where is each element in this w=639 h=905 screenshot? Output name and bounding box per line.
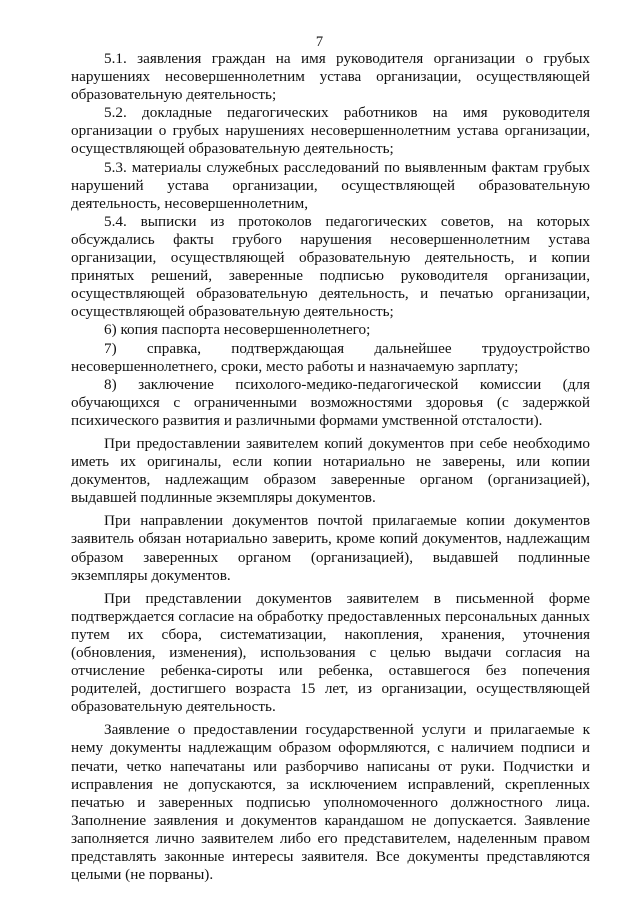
- paragraph-item-7: 7) справка, подтверждающая дальнейшее трудоустройство несовершеннолетнего, сроки, место работы и назначаемую зарплату;: [71, 339, 590, 375]
- paragraph-copies-originals: При предоставлении заявителем копий документов при себе необходимо иметь их оригиналы, если копии нотариально не заверены, или копии документов, надлежащим образом заверенные органом (организацией), выдавшей подлинные экземпляры документов.: [71, 434, 590, 507]
- paragraph-mail-submission: При направлении документов почтой прилагаемые копии документов заявитель обязан нотариально заверить, кроме копий документов, надлежащим образом заверенных органом (организацией), выдавшей подлинные экземпляры документов.: [71, 512, 590, 584]
- paragraph-5-3: 5.3. материалы служебных расследований по выявленным фактам грубых нарушений устава организации, осуществляющей образовательную деятельность, несовершеннолетним,: [71, 158, 590, 212]
- paragraph-item-8: 8) заключение психолого-медико-педагогической комиссии (для обучающихся с ограниченными возможностями здоровья (с задержкой психического развития и различными формами умственной отсталости).: [71, 375, 590, 429]
- paragraph-application-requirements: Заявление о предоставлении государственной услуги и прилагаемые к нему документы надлежащим образом оформляются, с наличием подписи и печати, четко напечатаны или разборчиво написаны от руки. Подчистки и исправления не допускаются, за исключением исправлений, скрепленных печатью и заверенных подписью уполномоченного должностного лица. Заполнение заявления и документов карандашом не допускается. Заявление заполняется лично заявителем либо его представителем, наделенным правом представлять законные интересы заявителя. Все документы представляются целыми (не порваны).: [71, 721, 590, 884]
- paragraph-5-1: 5.1. заявления граждан на имя руководителя организации о грубых нарушениях несовершеннолетним устава организации, осуществляющей образовательную деятельность;: [71, 50, 590, 104]
- paragraph-personal-data-consent: При представлении документов заявителем в письменной форме подтверждается согласие на обработку предоставленных персональных данных путем их сбора, систематизации, накопления, хранения, уточнения (обновления, изменения), использования с целью выдачи согласия на отчисление ребенка-сироты или ребенка, оставшегося без попечения родителей, достигшего возраста 15 лет, из организации, осуществляющей образовательную деятельность.: [71, 589, 590, 716]
- paragraph-5-4: 5.4. выписки из протоколов педагогических советов, на которых обсуждались факты грубого нарушения несовершеннолетним устава организации, осуществляющей образовательную деятельность, и копии принятых решений, заверенные подписью руководителя организации, осуществляющей образовательную деятельность, и печатью организации, осуществляющей образовательную деятельность;: [71, 212, 590, 321]
- document-body: [71, 50, 590, 884]
- paragraph-5-2: 5.2. докладные педагогических работников на имя руководителя организации о грубых нарушениях несовершеннолетним устава организации, осуществляющей образовательную деятельность;: [71, 104, 590, 158]
- paragraph-item-6: 6) копия паспорта несовершеннолетнего;: [104, 321, 371, 339]
- page-number: 7: [315, 34, 324, 50]
